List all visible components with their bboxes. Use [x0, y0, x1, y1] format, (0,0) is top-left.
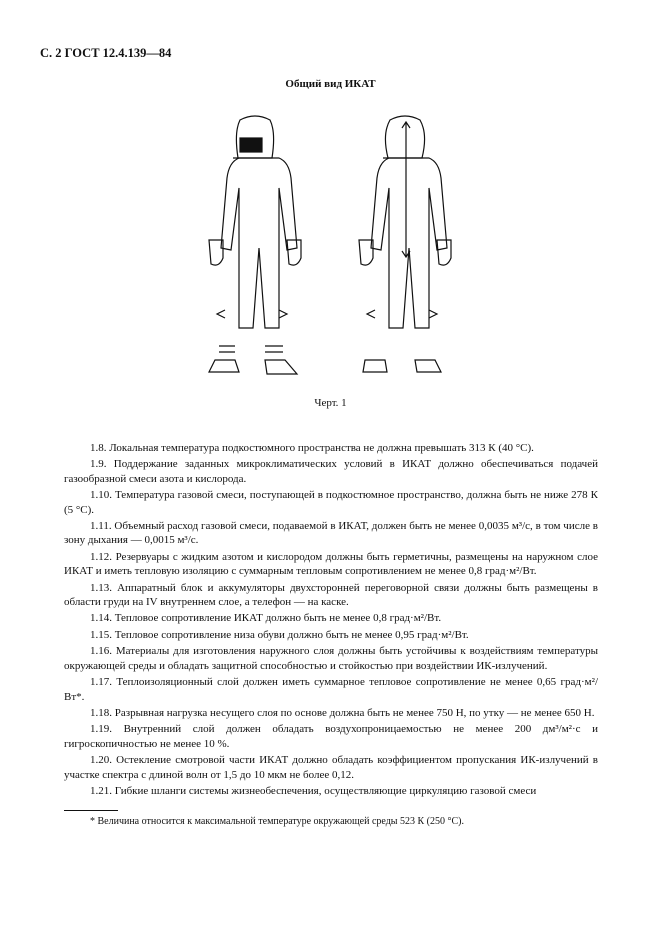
- paragraph-1-21: 1.21. Гибкие шланги системы жизнеобеспечения, осуществляющие циркуляцию газовой смеси: [90, 784, 537, 797]
- footnote-divider: [64, 810, 118, 811]
- paragraph-1-11: 1.11. Объемный расход газовой смеси, подаваемой в ИКАТ, должен быть не менее 0,0035 м³/с, в том числе в зону дыхания — 0,0015 м³/с.: [64, 520, 598, 547]
- paragraph-1-9: 1.9. Поддержание заданных микроклиматических условий в ИКАТ должно обеспечиваться подачей газообразной смеси азота и кислорода.: [64, 458, 598, 485]
- document-flow: [64, 441, 598, 828]
- paragraph-1-8: 1.8. Локальная температура подкостюмного пространства не должна превышать 313 К (40 °С).: [90, 442, 534, 454]
- paragraph-1-15: 1.15. Тепловое сопротивление низа обуви должно быть не менее 0,95 град·м²/Вт.: [90, 628, 469, 641]
- figure-caption: Черт. 1: [314, 397, 347, 409]
- paragraph-1-13: 1.13. Аппаратный блок и аккумуляторы двухсторонней переговорной связи должны быть размещены в области груди на IV внутреннем слое, а телефон — на каске.: [64, 581, 598, 609]
- paragraph-1-18: 1.18. Разрывная нагрузка несущего слоя по основе должна быть не менее 750 Н, по утку — не менее 650 Н.: [90, 706, 595, 719]
- page-header: С. 2 ГОСТ 12.4.139—84: [40, 46, 172, 60]
- paragraph-1-14: 1.14. Тепловое сопротивление ИКАТ должно быть не менее 0,8 град·м²/Вт.: [90, 612, 442, 625]
- paragraph-1-10: 1.10. Температура газовой смеси, поступающей в подкостюмное пространство, должна быть не ниже 278 К (5 °С).: [64, 489, 598, 516]
- suit-illustration: [195, 110, 475, 390]
- figure-title: Общий вид ИКАТ: [285, 78, 376, 90]
- paragraph-1-16: 1.16. Материалы для изготовления наружного слоя должны быть устойчивы к воздействиям температуры окружающей среды и обладать защитной способностью и стойкостью при воздействии ИК-излучений.: [64, 645, 598, 672]
- footnote: * Величина относится к максимальной температуре окружающей среды 523 К (250 °С).: [90, 816, 465, 828]
- paragraph-1-19: 1.19. Внутренний слой должен обладать воздухопроницаемостью не менее 200 дм³/м²·с и гигроскопичностью не менее 10 %.: [64, 723, 598, 750]
- paragraph-1-17: 1.17. Теплоизоляционный слой должен иметь суммарное тепловое сопротивление не менее 0,65 град·м²/Вт*.: [64, 676, 598, 703]
- suit-front-view: [209, 116, 301, 374]
- paragraph-1-20: 1.20. Остекление смотровой части ИКАТ должно обладать коэффициентом пропускания ИК-излучений в участке спектра с длиной волн от 1,5 до 10 мкм не более 0,12.: [64, 754, 598, 781]
- document-body: [64, 441, 598, 798]
- paragraph-1-12: 1.12. Резервуары с жидким азотом и кислородом должны быть герметичны, размещены на наружном слое ИКАТ и иметь тепловую изоляцию с суммарным тепловым сопротивлением не менее 0,8 град·м²/Вт.: [64, 550, 598, 578]
- suit-back-view: [359, 116, 451, 372]
